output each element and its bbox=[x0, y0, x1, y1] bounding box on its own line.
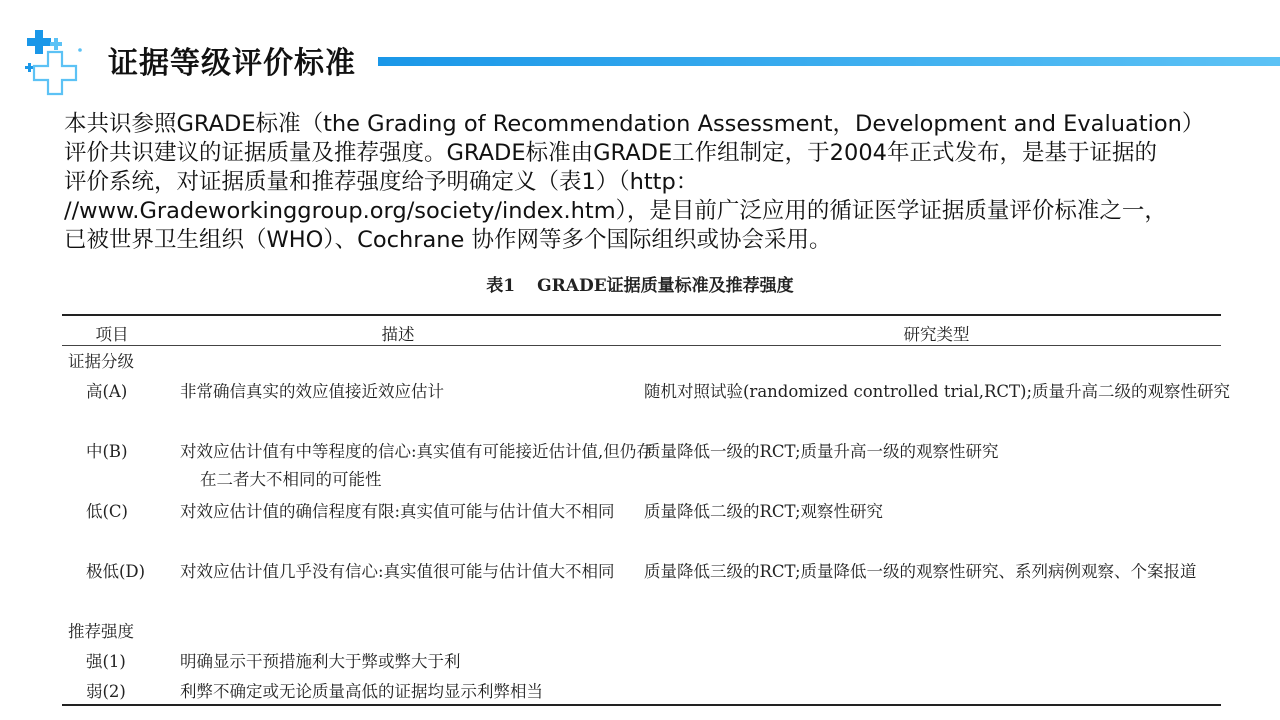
intro-paragraph bbox=[64, 110, 1229, 255]
table-caption bbox=[0, 271, 1280, 296]
page-title: 证据等级评价标准 bbox=[108, 46, 356, 81]
row-type: 随机对照试验(randomized controlled trial,RCT);质量升高二级的观察性研究 bbox=[644, 382, 1231, 401]
intro-line: 评价系统，对证据质量和推荐强度给予明确定义（表1）（http： bbox=[64, 169, 699, 195]
row-type: 质量降低三级的RCT;质量降低一级的观察性研究、系列病例观察、个案报道 bbox=[644, 562, 1197, 581]
row-desc: 利弊不确定或无论质量高低的证据均显示利弊相当 bbox=[180, 682, 543, 701]
row-type: 质量降低二级的RCT;观察性研究 bbox=[644, 502, 884, 521]
medical-cross-logo-icon bbox=[20, 30, 92, 110]
row-item: 中(B) bbox=[86, 442, 128, 461]
row-item: 强(1) bbox=[86, 652, 126, 671]
row-item: 弱(2) bbox=[86, 682, 126, 701]
row-type: 质量降低一级的RCT;质量升高一级的观察性研究 bbox=[644, 442, 999, 461]
intro-line: 评价共识建议的证据质量及推荐强度。GRADE标准由GRADE工作组制定，于2004年正式发布，是基于证据的 bbox=[64, 140, 1157, 166]
row-item: 低(C) bbox=[86, 502, 128, 521]
row-item: 高(A) bbox=[86, 382, 128, 401]
header-desc: 描述 bbox=[381, 325, 415, 344]
intro-line: 已被世界卫生组织（WHO）、Cochrane 协作网等多个国际组织或协会采用。 bbox=[64, 227, 832, 253]
row-desc: 对效应估计值的确信程度有限:真实值可能与估计值大不相同 bbox=[180, 502, 615, 521]
title-accent-bar bbox=[378, 57, 1280, 66]
intro-line: //www.Gradeworkinggroup.org/society/index.htm），是目前广泛应用的循证医学证据质量评价标准之一， bbox=[64, 198, 1167, 224]
intro-line: 本共识参照GRADE标准（the Grading of Recommendation Assessment，Development and Evaluation） bbox=[64, 111, 1205, 137]
table-header-row bbox=[62, 314, 1221, 346]
table-caption-number: 表1 bbox=[486, 276, 516, 296]
section-label-evidence: 证据分级 bbox=[68, 352, 134, 371]
header-type: 研究类型 bbox=[903, 325, 970, 344]
section-label-recommend: 推荐强度 bbox=[68, 622, 134, 641]
row-desc: 非常确信真实的效应值接近效应估计 bbox=[180, 382, 444, 401]
row-item: 极低(D) bbox=[86, 562, 146, 581]
header-item: 项目 bbox=[95, 325, 129, 344]
row-desc: 明确显示干预措施利大于弊或弊大于利 bbox=[180, 652, 461, 671]
row-desc: 对效应估计值几乎没有信心:真实值很可能与估计值大不相同 bbox=[180, 562, 615, 581]
row-desc: 对效应估计值有中等程度的信心:真实值有可能接近估计值,但仍存在二者大不相同的可能性 bbox=[180, 442, 653, 489]
table-caption-text: GRADE证据质量标准及推荐强度 bbox=[537, 276, 794, 296]
